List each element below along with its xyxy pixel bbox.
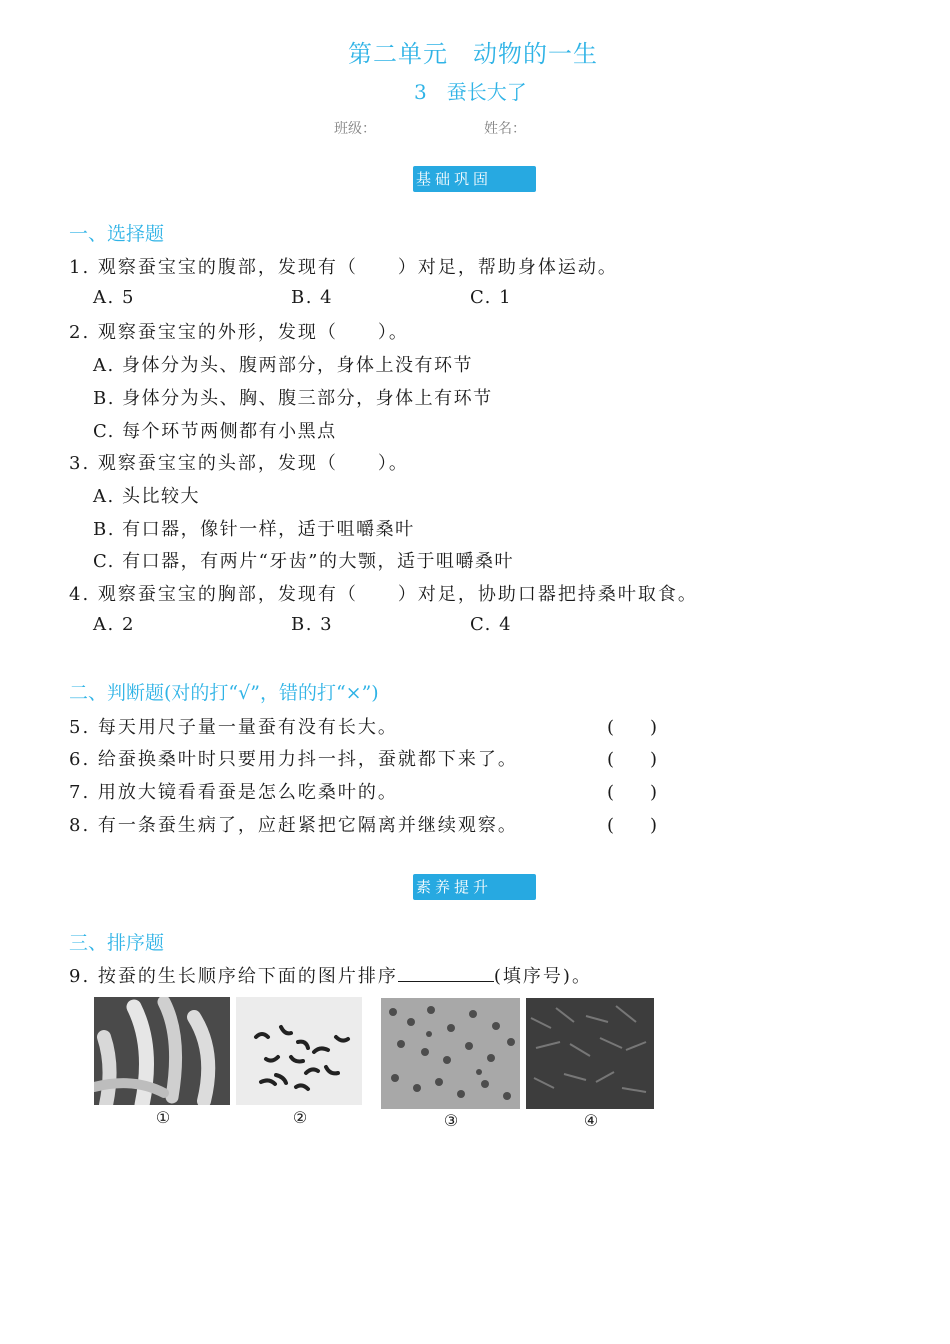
section-order-title: 三、排序题 <box>69 932 165 954</box>
q1-option-a: A. 5 <box>93 287 135 308</box>
q4-option-c: C. 4 <box>470 614 513 635</box>
judge-item-7: 7. 用放大镜看看蚕是怎么吃桑叶的。 <box>69 782 398 803</box>
q4-option-b: B. 3 <box>291 614 334 635</box>
question-9-text: 9. 按蚕的生长顺序给下面的图片排序 <box>69 966 398 987</box>
caption-4: ④ <box>583 1111 599 1130</box>
judge-answer-5[interactable]: ( ) <box>607 717 658 738</box>
question-2: 2. 观察蚕宝宝的外形，发现（ ）。 <box>69 322 409 343</box>
question-9-suffix: (填序号)。 <box>493 966 592 987</box>
q1-option-c: C. 1 <box>470 287 513 308</box>
caption-3: ③ <box>443 1111 459 1130</box>
answer-blank[interactable] <box>398 965 494 982</box>
judge-item-8: 8. 有一条蚕生病了，应赶紧把它隔离并继续观察。 <box>69 815 518 836</box>
question-3: 3. 观察蚕宝宝的头部，发现（ ）。 <box>69 453 409 474</box>
judge-item-5: 5. 每天用尺子量一量蚕有没有长大。 <box>69 717 398 738</box>
q3-option-b: B. 有口器，像针一样，适于咀嚼桑叶 <box>93 519 415 540</box>
q3-option-a: A. 头比较大 <box>93 486 200 507</box>
question-1: 1. 观察蚕宝宝的腹部，发现有（ ）对足，帮助身体运动。 <box>69 257 618 278</box>
judge-answer-8[interactable]: ( ) <box>607 815 658 836</box>
section-choice-title: 一、选择题 <box>69 223 165 245</box>
cocoon-stage-image <box>526 998 654 1109</box>
eggs-image <box>381 998 520 1109</box>
q2-option-c: C. 每个环节两侧都有小黑点 <box>93 421 337 442</box>
name-label: 姓名： <box>484 121 526 137</box>
caption-2: ② <box>292 1108 308 1127</box>
q4-option-a: A. 2 <box>93 614 135 635</box>
photo-cocoon-stage <box>526 998 654 1109</box>
basic-section-badge: 基础巩固 <box>413 166 536 192</box>
photo-small-larvae <box>236 997 362 1105</box>
q3-option-c: C. 有口器，有两片“牙齿”的大颚，适于咀嚼桑叶 <box>93 551 514 572</box>
judge-answer-7[interactable]: ( ) <box>607 782 658 803</box>
section-judge-title: 二、判断题(对的打“√”，错的打“×”) <box>69 682 379 704</box>
photo-large-silkworms <box>94 997 230 1105</box>
advance-section-badge: 素养提升 <box>413 874 536 900</box>
judge-item-6: 6. 给蚕换桑叶时只要用力抖一抖，蚕就都下来了。 <box>69 749 518 770</box>
large-silkworms-image <box>94 997 230 1105</box>
unit-title: 第二单元 动物的一生 <box>348 40 598 68</box>
small-larvae-image <box>236 997 362 1105</box>
class-label: 班级： <box>334 121 376 137</box>
q2-option-a: A. 身体分为头、腹两部分，身体上没有环节 <box>93 355 473 376</box>
caption-1: ① <box>155 1108 171 1127</box>
question-9 <box>69 962 592 988</box>
q1-option-b: B. 4 <box>291 287 334 308</box>
judge-answer-6[interactable]: ( ) <box>607 749 658 770</box>
lesson-title: 3 蚕长大了 <box>414 80 527 104</box>
photo-eggs <box>381 998 520 1109</box>
q2-option-b: B. 身体分为头、胸、腹三部分，身体上有环节 <box>93 388 493 409</box>
question-4: 4. 观察蚕宝宝的胸部，发现有（ ）对足，协助口器把持桑叶取食。 <box>69 584 698 605</box>
